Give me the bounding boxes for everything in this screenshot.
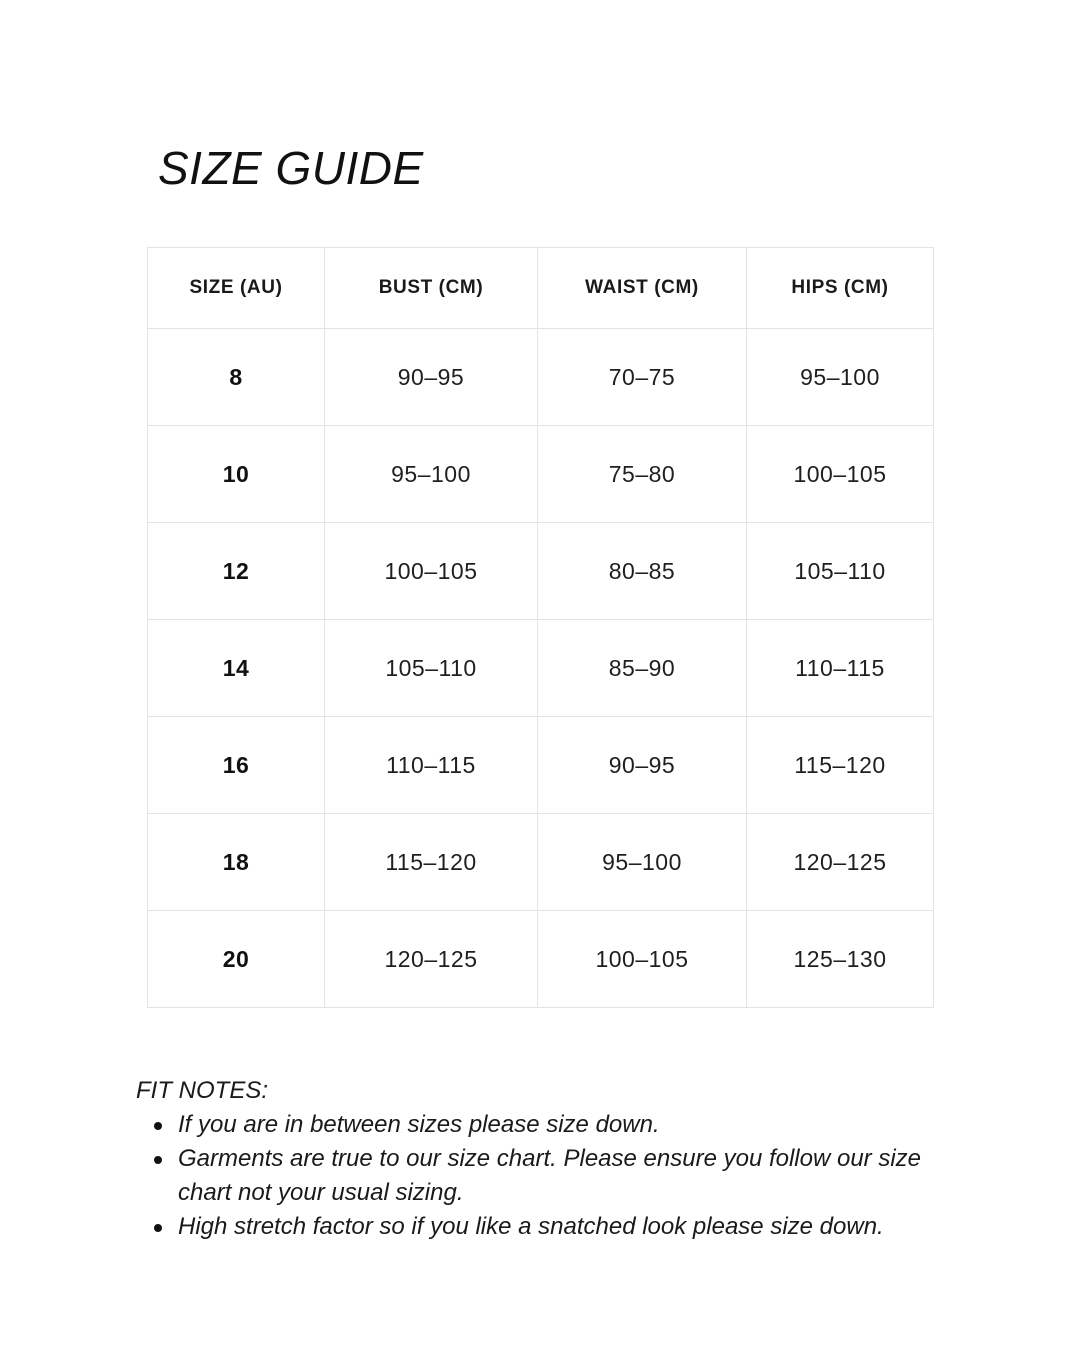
hips-cell: 100–105 — [747, 426, 934, 523]
table-row — [148, 523, 934, 620]
bullet-icon — [154, 1122, 162, 1130]
fit-notes-heading: FIT NOTES: — [136, 1077, 268, 1104]
hips-cell: 105–110 — [747, 523, 934, 620]
bullet-icon — [154, 1224, 162, 1232]
fit-note-text: Garments are true to our size chart. Please ensure you follow our size chart not your usual sizing. — [178, 1145, 922, 1206]
waist-cell: 85–90 — [538, 620, 747, 717]
table-row — [148, 329, 934, 426]
fit-note-text: High stretch factor so if you like a snatched look please size down. — [178, 1213, 884, 1240]
hips-cell: 120–125 — [747, 814, 934, 911]
table-row — [148, 426, 934, 523]
waist-cell: 95–100 — [538, 814, 747, 911]
fit-note-text: If you are in between sizes please size down. — [178, 1111, 660, 1138]
column-header-bust: BUST (CM) — [325, 248, 538, 329]
size-cell: 12 — [148, 523, 325, 620]
hips-cell: 110–115 — [747, 620, 934, 717]
size-cell: 20 — [148, 911, 325, 1008]
bullet-icon — [154, 1156, 162, 1164]
size-cell: 14 — [148, 620, 325, 717]
bust-cell: 100–105 — [325, 523, 538, 620]
list-item — [178, 1142, 966, 1210]
table-row — [148, 911, 934, 1008]
waist-cell: 80–85 — [538, 523, 747, 620]
page-title: SIZE GUIDE — [158, 142, 424, 194]
size-cell: 18 — [148, 814, 325, 911]
size-cell: 8 — [148, 329, 325, 426]
bust-cell: 110–115 — [325, 717, 538, 814]
fit-notes — [136, 1074, 966, 1244]
column-header-waist: WAIST (CM) — [538, 248, 747, 329]
size-table — [147, 247, 934, 1008]
table-header-row — [148, 248, 934, 329]
column-header-size: SIZE (AU) — [148, 248, 325, 329]
waist-cell: 75–80 — [538, 426, 747, 523]
size-cell: 16 — [148, 717, 325, 814]
bust-cell: 115–120 — [325, 814, 538, 911]
list-item — [178, 1108, 966, 1142]
hips-cell: 115–120 — [747, 717, 934, 814]
waist-cell: 90–95 — [538, 717, 747, 814]
waist-cell: 100–105 — [538, 911, 747, 1008]
hips-cell: 125–130 — [747, 911, 934, 1008]
bust-cell: 95–100 — [325, 426, 538, 523]
waist-cell: 70–75 — [538, 329, 747, 426]
table-row — [148, 717, 934, 814]
hips-cell: 95–100 — [747, 329, 934, 426]
bust-cell: 90–95 — [325, 329, 538, 426]
table-row — [148, 814, 934, 911]
size-cell: 10 — [148, 426, 325, 523]
bust-cell: 105–110 — [325, 620, 538, 717]
bust-cell: 120–125 — [325, 911, 538, 1008]
table-row — [148, 620, 934, 717]
column-header-hips: HIPS (CM) — [747, 248, 934, 329]
fit-notes-list — [136, 1108, 966, 1244]
list-item — [178, 1210, 966, 1244]
